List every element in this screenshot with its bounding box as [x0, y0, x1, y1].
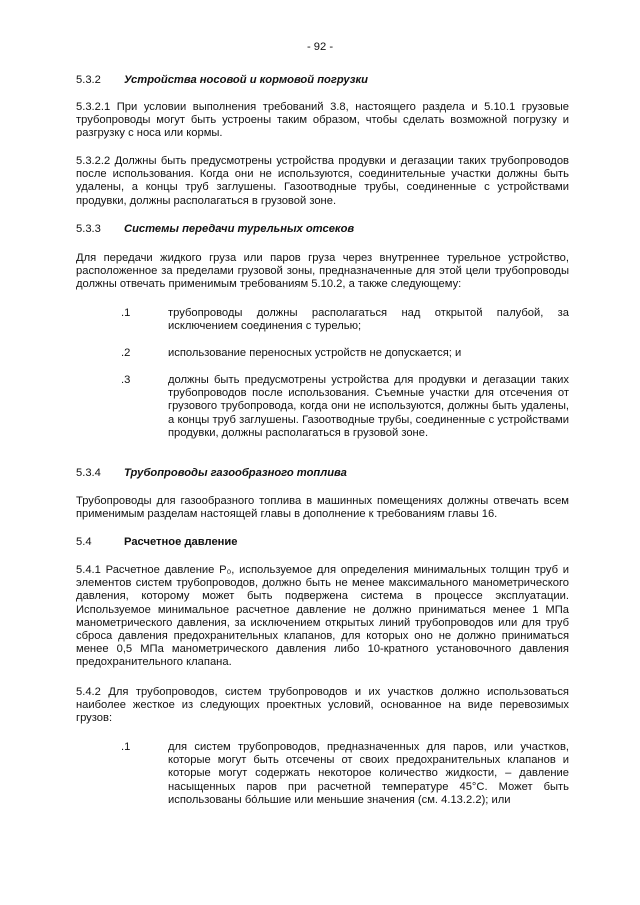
list-item-text: должны быть предусмотрены устройства для продувки и дегазации таких трубопроводов после использования. Съемные участки для отсечения от грузового трубопровода, когда они не используются, должны быть удалены, а концы труб заглушены. Газоотводные трубы, соединенные с устройствами продувки, должны располагаться в грузовой зоне.	[168, 374, 569, 439]
paragraph-5-4-2: 5.4.2 Для трубопроводов, систем трубопроводов и их участков должно использоваться наиболее жесткое из следующих проектных условий, основанное на виде перевозимых грузов:	[76, 686, 569, 725]
heading-number: 5.3.2	[76, 74, 101, 86]
heading-title: Системы передачи турельных отсеков	[124, 223, 355, 235]
heading-title: Расчетное давление	[124, 536, 238, 548]
heading-5-3-2	[76, 74, 569, 87]
paragraph-5-4-1: 5.4.1 Расчетное давление Р₀, используемое для определения минимальных толщин труб и элементов систем трубопроводов, должно быть не менее максимального манометрического давления, которому может быть подвержена система в процессе эксплуатации. Используемое минимальное расчетное давление не должно приниматься менее 1 МПа манометрического давления, за исключением открытых линий трубопроводов или для труб сброса давления предохранительных клапанов, для которых оно не должно приниматься менее 0,5 МПа манометрического давления либо 10-кратного установочного давления предохранительного клапана.	[76, 564, 569, 669]
heading-title: Устройства носовой и кормовой погрузки	[124, 74, 368, 86]
heading-5-3-4	[76, 467, 569, 480]
heading-title: Трубопроводы газообразного топлива	[124, 467, 347, 479]
heading-number: 5.4	[76, 536, 92, 548]
paragraph-5-3-4: Трубопроводы для газообразного топлива в машинных помещениях должны отвечать всем применимым разделам настоящей главы в дополнение к требованиям главы 16.	[76, 495, 569, 521]
list-item-number: .3	[121, 374, 131, 386]
list-item-number: .1	[121, 307, 131, 319]
list-item-text: трубопроводы должны располагаться над открытой палубой, за исключением соединения с турелью;	[168, 307, 569, 333]
list-item-text: для систем трубопроводов, предназначенных для паров, или участков, которые могут быть отсечены от своих предохранительных клапанов и которые могут содержать некоторое количество жидкости, – давление насыщенных паров при расчетной температуре 45°С. Может быть использованы бо́льшие или меньшие значения (см. 4.13.2.2); или	[168, 741, 569, 806]
paragraph-5-3-2-1: 5.3.2.1 При условии выполнения требований 3.8, настоящего раздела и 5.10.1 грузовые трубопроводы могут быть устроены таким образом, чтобы сделать возможной погрузку и разгрузку с носа или кормы.	[76, 101, 569, 140]
heading-number: 5.3.4	[76, 467, 101, 479]
heading-5-4	[76, 536, 569, 549]
list-item-text: использование переносных устройств не допускается; и	[168, 347, 462, 359]
paragraph-5-3-3-intro: Для передачи жидкого груза или паров груза через внутреннее турельное устройство, расположенное за пределами грузовой зоны, предназначенные для этой цели трубопроводы должны отвечать применимым требованиям 5.10.2, а также следующему:	[76, 252, 569, 291]
list-item-number: .1	[121, 741, 131, 753]
page-number: - 92 -	[306, 41, 334, 53]
list-item-number: .2	[121, 347, 131, 359]
heading-number: 5.3.3	[76, 223, 101, 235]
paragraph-5-3-2-2: 5.3.2.2 Должны быть предусмотрены устройства продувки и дегазации таких трубопроводов после использования. Когда они не используются, соединительные участки должны быть удалены, а концы труб заглушены. Газоотводные трубы, соединенные с устройствами продувки, должны располагаться в грузовой зоне.	[76, 155, 569, 207]
heading-5-3-3	[76, 223, 569, 236]
